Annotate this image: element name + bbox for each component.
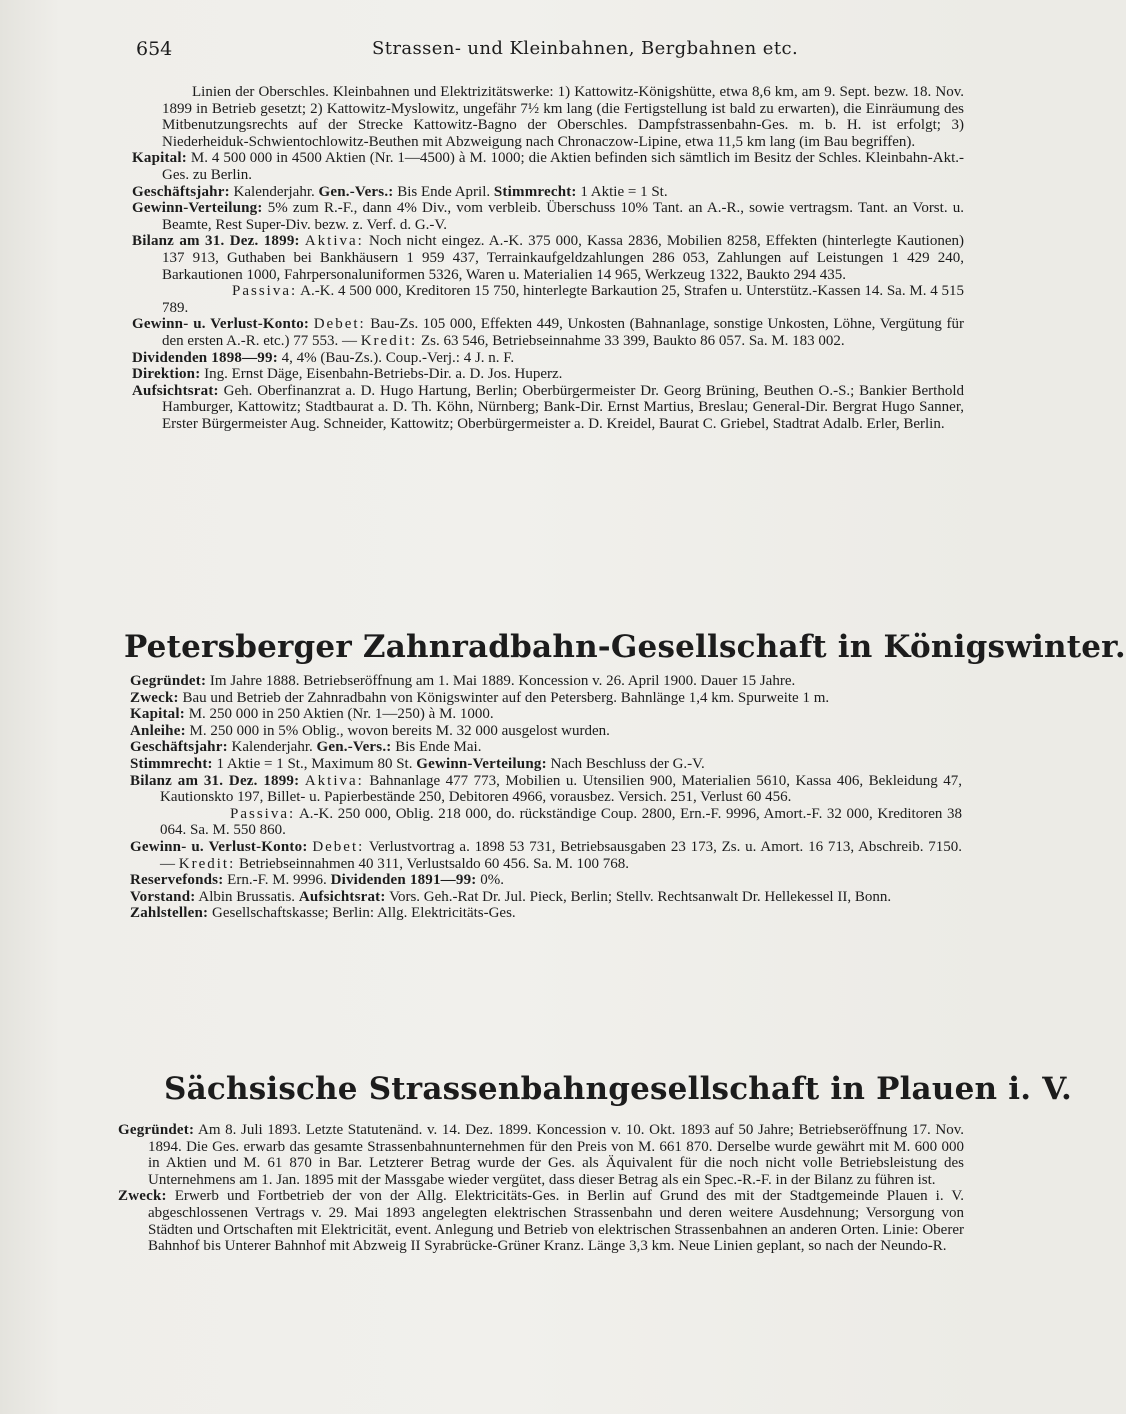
dir-label: Direktion: (132, 366, 201, 383)
zahlstellen-text: Gesellschaftskasse; Berlin: Allg. Elektricitäts-Ges. (212, 905, 516, 922)
running-head: Strassen- und Kleinbahnen, Bergbahnen etc. (372, 38, 799, 59)
bilanz-label: Bilanz am 31. Dez. 1899: (132, 233, 300, 250)
entry-petersberger-zahnradbahn (130, 673, 962, 922)
div-text: 4, 4% (Bau-Zs.). Coup.-Verj.: 4 J. n. F. (281, 349, 515, 366)
zweck-text: Erwerb und Fortbetrieb der von der Allg. Elektricitäts-Ges. in Berlin auf Grund des mit der Stadtgemeinde Plauen i. V. abgeschlossenen Vertrags v. 29. Mai 1893 angelegten elektrischen Strassenbahn und deren weitere Ausdehnung; Versorgung von Städten und Ortschaften mit Elektricität, event. Anlegung und Betrieb von elektrischen Strassenbahnen an anderen Orten. Linie: Oberer Bahnhof bis Unterer Bahnhof mit Abzweig II Syrabrücke-Grüner Kranz. Länge 3,3 km. Neue Linien geplant, so nach der Neundo-R. (148, 1188, 965, 1255)
gegruendet-paragraph (130, 673, 962, 690)
kapital-label: Kapital: (132, 150, 187, 167)
anleihe-label: Anleihe: (130, 722, 186, 739)
stimmrecht-label: Stimmrecht: (493, 183, 577, 200)
gegr-label: Gegründet: (130, 673, 207, 689)
stimmrecht-paragraph (130, 756, 962, 773)
bilanz-label: Bilanz am 31. Dez. 1899: (130, 772, 300, 789)
gegr-text: Am 8. Juli 1893. Letzte Statutenänd. v. 14. Dez. 1899. Koncession v. 10. Okt. 1893 auf 50 Jahre; Betriebseröffnung 17. Nov. 1894. Die Ges. erwarb das gesamte Strassenbahnunternehmen für den Preis von M. 661 870. Derselbe wurde gewährt mit M. 600 000 in Aktien und M. 61 870 in Bar. Letzterer Betrag wurde der Ges. als Äquivalent für die noch nicht volle Betriebsleistung des Unternehmens am 1. Jan. 1895 mit der Massgabe wieder vergütet, dass dieser Betrag als ein Spec.-R.-F. in der Bilanz zu führen ist. (148, 1122, 964, 1188)
div-text: 0%. (480, 872, 504, 889)
debet-text: Verlustvortrag a. 1898 53 731, Betriebsausgaben 23 173, Zs. u. Amort. 16 713, Abschreib. 7150. — (160, 838, 963, 872)
entry-oberschles-kleinbahnen (132, 84, 964, 432)
gewinnv-label: Gewinn-Verteilung: (132, 200, 263, 217)
passiva-label: Passiva: (232, 283, 298, 300)
entry-saechsische-strassenbahn (118, 1122, 964, 1255)
zahlstellen-paragraph (130, 905, 962, 922)
lines-paragraph: Linien der Oberschles. Kleinbahnen und Elektrizitätswerke: 1) Kattowitz-Königshütte, etwa 8,6 km, am 9. Sept. bezw. 18. Nov. 1899 in Betrieb gesetzt; 2) Kattowitz-Myslowitz, ungefähr 7½ km lang (die Fertigstellung ist bald zu erwarten), die Einräumung des Mitbenutzungsrechts auf der Strecke Kattowitz-Bagno der Oberschles. Dampfstrassenbahn-Ges. m. b. H. ist erfolgt; 3) Niederheiduk-Schwientochlowitz-Beuthen mit Abzweigung nach Chronaczow-Lipine, etwa 11,5 km lang (im Bau begriffen). (162, 84, 964, 150)
kapital-text: M. 4 500 000 in 4500 Aktien (Nr. 1—4500) à M. 1000; die Aktien befinden sich sämtlich im Besitz der Schles. Kleinbahn-Akt.-Ges. zu Berlin. (162, 150, 965, 183)
zweck-label: Zweck: (130, 689, 179, 706)
page-number: 654 (136, 38, 173, 60)
gegr-text: Im Jahre 1888. Betriebseröffnung am 1. Mai 1889. Koncession v. 26. April 1900. Dauer 15 Jahre. (209, 673, 796, 689)
zweck-text: Bau und Betrieb der Zahnradbahn von Königswinter auf den Petersberg. Bahnlänge 1,4 km. Spurweite 1 m. (182, 689, 830, 706)
passiva-paragraph (132, 283, 964, 316)
aktiva-text: Noch nicht eingez. A.-K. 375 000, Kassa 2836, Mobilien 8258, Effekten (hinterlegte Kautionen) 137 913, Guthaben bei Bankhäusern 1 959 437, Terrainkaufgeldzahlungen 286 053, Zahlungen auf Leistungen 1 429 240, Barkautionen 1000, Fahrpersonaluniformen 5326, Waren u. Materialien 14 965, Werkzeug 1322, Baukto 294 435. (162, 233, 964, 283)
aktiva-label: Aktiva: (304, 233, 364, 250)
guv-paragraph (130, 839, 962, 872)
debet-label: Debet: (312, 838, 365, 855)
zweck-paragraph (118, 1188, 964, 1254)
company-title-plauen: Sächsische Strassenbahngesellschaft in Plauen i. V. (164, 1071, 1073, 1107)
guv-paragraph (132, 316, 964, 349)
ar-label: Aufsichtsrat: (298, 888, 386, 905)
aufsichtsrat-paragraph (132, 383, 964, 433)
geschaeftsjahr-paragraph (132, 184, 964, 201)
debet-text: Bau-Zs. 105 000, Effekten 449, Unkosten (Bahnanlage, sonstige Unkosten, Löhne, Vergütung für den ersten A.-R. etc.) 77 553. — (162, 316, 965, 349)
zahlstellen-label: Zahlstellen: (130, 905, 209, 922)
passiva-text: A.-K. 4 500 000, Kreditoren 15 750, hinterlegte Barkaution 25, Strafen u. Unterstütz.-Kassen 14. Sa. M. 4 515 789. (162, 283, 964, 316)
guv-label: Gewinn- u. Verlust-Konto: (130, 838, 308, 855)
gewinnverteilung-paragraph (132, 200, 964, 233)
vorstand-text: Albin Brussatis. (198, 888, 296, 905)
gj-label: Geschäftsjahr: (132, 183, 230, 200)
gv-text: Bis Ende Mai. (395, 739, 482, 756)
gegruendet-paragraph (118, 1122, 964, 1188)
direktion-paragraph (132, 366, 964, 383)
stimmrecht-label: Stimmrecht: (130, 755, 213, 772)
geschaeftsjahr-paragraph (130, 739, 962, 756)
dir-text: Ing. Ernst Däge, Eisenbahn-Betriebs-Dir. a. D. Jos. Huperz. (204, 366, 563, 383)
aktiva-label: Aktiva: (304, 772, 364, 789)
anleihe-text: M. 250 000 in 5% Oblig., wovon bereits M. 32 000 ausgelost wurden. (189, 722, 610, 739)
reservefonds-paragraph (130, 872, 962, 889)
reservefonds-text: Ern.-F. M. 9996. (227, 872, 327, 889)
passiva-text: A.-K. 250 000, Oblig. 218 000, do. rückständige Coup. 2800, Ern.-F. 9996, Amort.-F. 32 000, Kreditoren 38 064. Sa. M. 550 860. (160, 805, 962, 839)
kapital-label: Kapital: (130, 706, 185, 723)
company-title-petersberg: Petersberger Zahnradbahn-Gesellschaft in Königswinter. (124, 629, 1126, 665)
gj-label: Geschäftsjahr: (130, 739, 228, 756)
stimmrecht-text: 1 Aktie = 1 St. (580, 183, 668, 200)
kredit-text: Betriebseinnahmen 40 311, Verlustsaldo 60 456. Sa. M. 100 768. (239, 855, 629, 872)
bilanz-paragraph (130, 773, 962, 806)
zweck-label: Zweck: (118, 1188, 167, 1205)
kredit-label: Kredit: (178, 855, 236, 872)
gewinnv-label: Gewinn-Verteilung: (416, 755, 547, 772)
gv-label: Gen.-Vers.: (316, 739, 392, 756)
aktiva-text: Bahnanlage 477 773, Mobilien u. Utensilien 900, Materialien 5610, Kassa 406, Bekleidung 47, Kautionskto 197, Billet- u. Papierbestände 250, Debitoren 4966, vorausbez. Versich. 251, Verlust 60 456. (160, 772, 963, 806)
zweck-paragraph (130, 690, 962, 707)
bilanz-paragraph (132, 233, 964, 283)
ar-text: Geh. Oberfinanzrat a. D. Hugo Hartung, Berlin; Oberbürgermeister Dr. Georg Brüning, Beuthen O.-S.; Bankier Berthold Hamburger, Kattowitz; Stadtbaurat a. D. Th. Köhn, Nürnberg; Bank-Dir. Ernst Martius, Breslau; General-Dir. Bergrat Hugo Sanner, Erster Bürgermeister Aug. Schneider, Kattowitz; Oberbürgermeister a. D. Kreidel, Baurat C. Griebel, Stadtrat Adalb. Erler, Berlin. (162, 382, 964, 432)
gv-text: Bis Ende April. (397, 183, 491, 200)
vorstand-label: Vorstand: (130, 888, 196, 905)
anleihe-paragraph (130, 723, 962, 740)
gj-text: Kalenderjahr. (231, 739, 313, 756)
kapital-paragraph (130, 706, 962, 723)
gewinnv-text: Nach Beschluss der G.-V. (550, 755, 705, 772)
kredit-text: Zs. 63 546, Betriebseinnahme 33 399, Baukto 86 057. Sa. M. 183 002. (420, 332, 845, 349)
gv-label: Gen.-Vers.: (318, 183, 394, 200)
kapital-paragraph (132, 150, 964, 183)
ar-text: Vors. Geh.-Rat Dr. Jul. Pieck, Berlin; Stellv. Rechtsanwalt Dr. Hellekessel II, Bonn. (389, 888, 892, 905)
vorstand-paragraph (130, 889, 962, 906)
kapital-text: M. 250 000 in 250 Aktien (Nr. 1—250) à M. 1000. (188, 706, 494, 723)
kredit-label: Kredit: (360, 332, 418, 349)
page-header (136, 38, 966, 68)
div-label: Dividenden 1898—99: (132, 349, 278, 366)
ar-label: Aufsichtsrat: (132, 382, 219, 399)
gegr-label: Gegründet: (118, 1122, 195, 1138)
guv-label: Gewinn- u. Verlust-Konto: (132, 316, 310, 333)
gewinnv-text: 5% zum R.-F., dann 4% Div., vom verbleib. Überschuss 10% Tant. an A.-R., sowie vertragsm. Tant. an Vorst. u. Beamte, Rest Super-Div. bezw. z. Verf. d. G.-V. (162, 200, 965, 233)
div-label: Dividenden 1891—99: (330, 872, 477, 889)
debet-label: Debet: (313, 316, 366, 333)
reservefonds-label: Reservefonds: (130, 872, 224, 889)
passiva-paragraph (130, 806, 962, 839)
passiva-label: Passiva: (230, 805, 296, 822)
gj-text: Kalenderjahr. (233, 183, 315, 200)
stimmrecht-text: 1 Aktie = 1 St., Maximum 80 St. (216, 755, 413, 772)
dividenden-paragraph (132, 350, 964, 367)
